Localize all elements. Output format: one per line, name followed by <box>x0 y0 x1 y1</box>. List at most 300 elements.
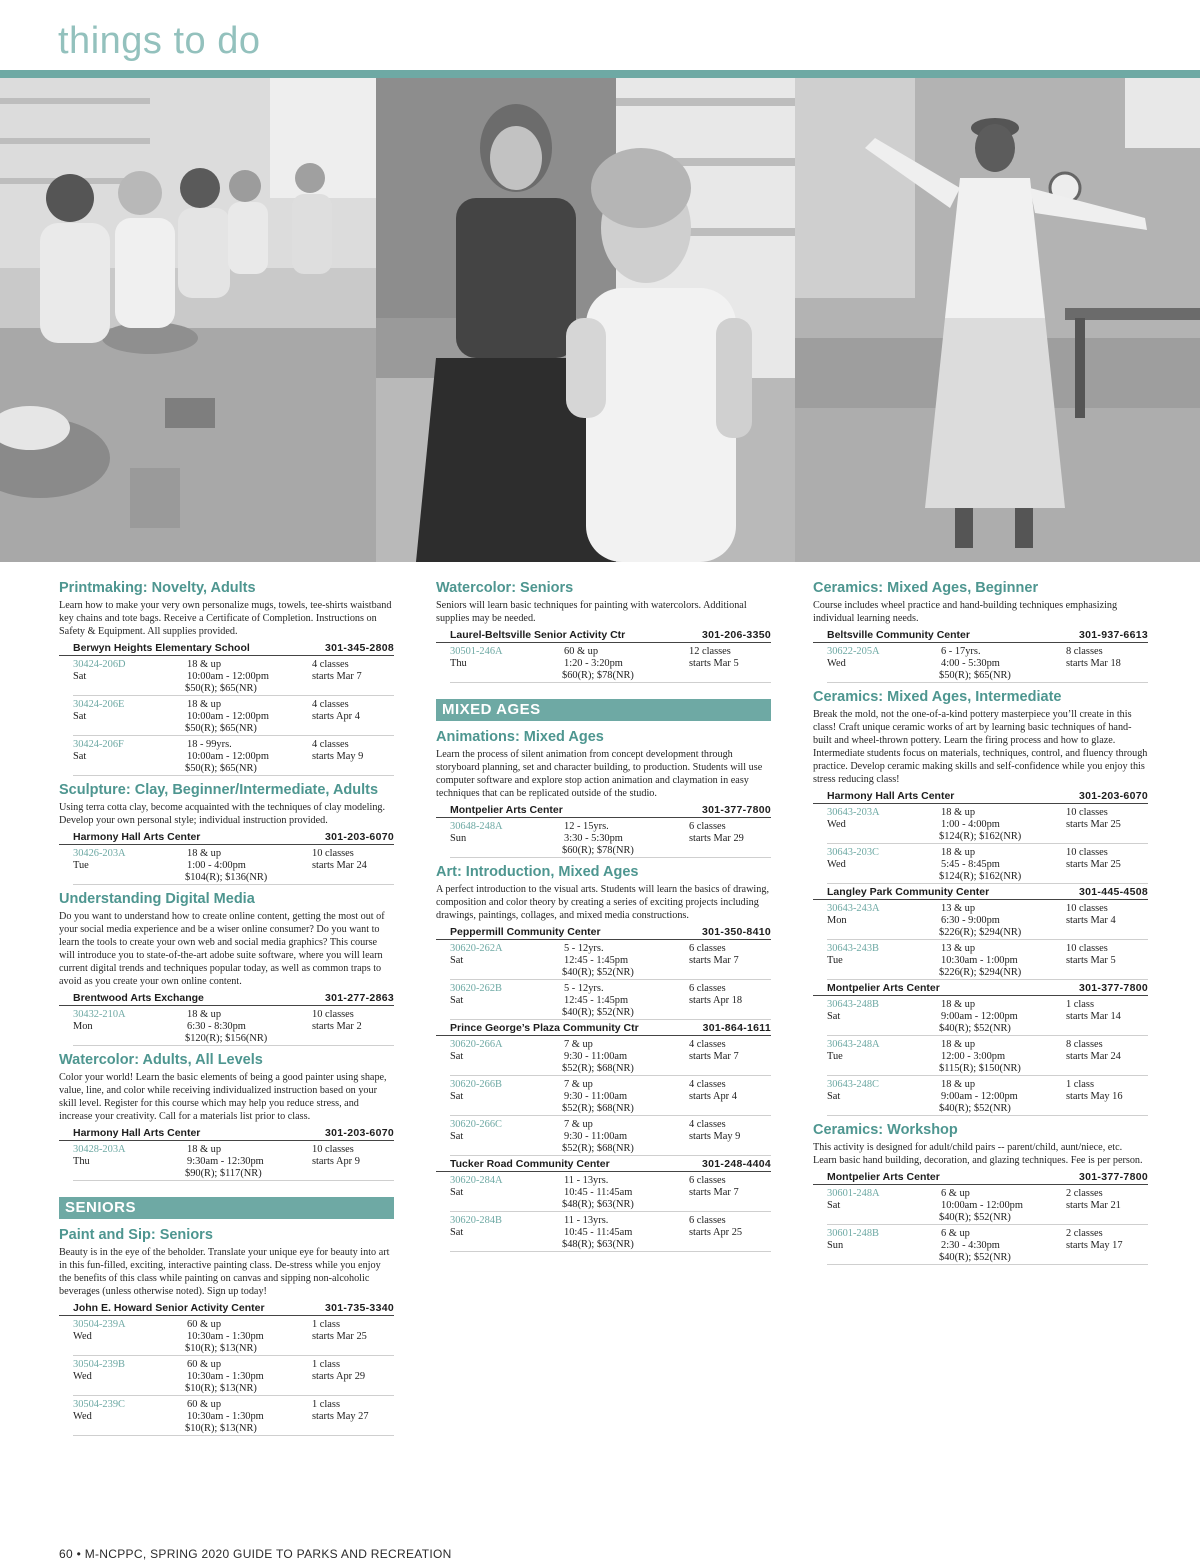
class-time: 10:00am - 12:00pm <box>187 751 269 762</box>
location-header <box>59 1302 394 1316</box>
class-fee: $115(R); $150(NR) <box>939 1063 1021 1074</box>
class-age: 18 & up <box>187 659 222 670</box>
class-time: 2:30 - 4:30pm <box>941 1240 1000 1251</box>
course-description: Break the mold, not the one-of-a-kind pottery masterpiece you’ll create in this class! Craft unique ceramic works of art by learning basic techniques of hand-built and wheel-thrown pottery. Learn the firing process and how to glaze. Intermediate students focus on materials, techniques, control, and fluency through practice. Develop ceramic making skills and self-confidence while you enjoy this stress reducing class! <box>813 709 1148 785</box>
class-fee: $60(R); $78(NR) <box>562 670 634 681</box>
class-count: 10 classes <box>1066 903 1108 914</box>
course-title: Paint and Sip: Seniors <box>59 1227 213 1243</box>
class-code: 30620-266C <box>450 1119 502 1130</box>
class-time: 9:00am - 12:00pm <box>941 1091 1018 1102</box>
class-fee: $40(R); $52(NR) <box>939 1212 1011 1223</box>
class-start: starts May 27 <box>312 1411 369 1422</box>
class-day: Tue <box>73 860 89 871</box>
class-row <box>827 1036 1148 1076</box>
class-time: 9:30 - 11:00am <box>564 1131 628 1142</box>
class-time: 9:30 - 11:00am <box>564 1051 628 1062</box>
class-age: 18 & up <box>941 1039 976 1050</box>
class-time: 10:30am - 1:30pm <box>187 1411 264 1422</box>
class-time: 1:00 - 4:00pm <box>187 860 246 871</box>
location-phone: 301-377-7800 <box>1079 982 1148 994</box>
class-fee: $90(R); $117(NR) <box>185 1168 262 1179</box>
location-phone: 301-248-4404 <box>702 1158 771 1170</box>
class-code: 30643-203A <box>827 807 880 818</box>
class-count: 4 classes <box>312 739 349 750</box>
class-age: 7 & up <box>564 1119 593 1130</box>
class-start: starts Mar 5 <box>1066 955 1116 966</box>
location-header <box>813 982 1148 996</box>
location-name: John E. Howard Senior Activity Center <box>73 1302 265 1314</box>
class-day: Sat <box>450 1227 464 1238</box>
location-name: Peppermill Community Center <box>450 926 601 938</box>
class-count: 10 classes <box>312 848 354 859</box>
class-code: 30601-248B <box>827 1228 879 1239</box>
location-phone: 301-377-7800 <box>702 804 771 816</box>
page-footer: 60 • M-NCPPC, SPRING 2020 GUIDE TO PARKS AND RECREATION <box>59 1547 452 1561</box>
class-day: Wed <box>827 859 846 870</box>
class-code: 30620-266B <box>450 1079 502 1090</box>
course-description: Using terra cotta clay, become acquainted with the techniques of clay modeling. Develop your own personal style; individual instruction provided. <box>59 802 386 826</box>
course-title: Ceramics: Mixed Ages, Intermediate <box>813 689 1062 705</box>
course-section <box>436 864 771 1252</box>
course-description: Do you want to understand how to create online content, getting the most out of your social media experience and be a wiser online consumer? Do you want to learn the tools to create your own web and social media graphics? This course will introduce you to state-of-the-art adobe suite software, where you will learn current digital trends and techniques popular today, as well as common traps to avoid as you create your own online content. <box>59 911 385 987</box>
location-name: Harmony Hall Arts Center <box>73 1127 201 1139</box>
location-name: Montpelier Arts Center <box>827 1171 940 1183</box>
class-age: 13 & up <box>941 943 976 954</box>
course-description: This activity is designed for adult/child pairs -- parent/child, aunt/niece, etc. Learn basic hand building, decoration, and glazing techniques. Fee is per person. <box>813 1142 1143 1166</box>
page-title: things to do <box>58 20 261 62</box>
class-day: Sat <box>73 711 87 722</box>
location-name: Prince George’s Plaza Community Ctr <box>450 1022 639 1034</box>
class-code: 30424-206D <box>73 659 126 670</box>
course-title: Ceramics: Workshop <box>813 1122 958 1138</box>
class-count: 2 classes <box>1066 1188 1103 1199</box>
class-start: starts Mar 4 <box>1066 915 1116 926</box>
class-time: 4:00 - 5:30pm <box>941 658 1000 669</box>
class-code: 30504-239B <box>73 1359 125 1370</box>
class-start: starts Mar 5 <box>689 658 739 669</box>
location-phone: 301-350-8410 <box>702 926 771 938</box>
class-count: 4 classes <box>689 1119 726 1130</box>
class-day: Sat <box>450 1131 464 1142</box>
photo-strip <box>0 78 1200 562</box>
location-name: Brentwood Arts Exchange <box>73 992 204 1004</box>
class-start: starts Mar 18 <box>1066 658 1121 669</box>
class-fee: $52(R); $68(NR) <box>562 1143 634 1154</box>
class-fee: $40(R); $52(NR) <box>939 1023 1011 1034</box>
class-age: 18 & up <box>187 699 222 710</box>
class-fee: $10(R); $13(NR) <box>185 1343 257 1354</box>
class-day: Sat <box>450 955 464 966</box>
class-age: 60 & up <box>187 1319 222 1330</box>
class-start: starts Apr 25 <box>689 1227 743 1238</box>
class-code: 30504-239A <box>73 1319 126 1330</box>
location-header <box>813 1171 1148 1185</box>
column-3 <box>813 580 1148 1271</box>
class-start: starts Mar 14 <box>1066 1011 1121 1022</box>
column-2 <box>436 580 771 1258</box>
class-count: 1 class <box>1066 1079 1094 1090</box>
location-phone: 301-203-6070 <box>325 831 394 843</box>
class-count: 8 classes <box>1066 646 1103 657</box>
class-count: 6 classes <box>689 821 726 832</box>
class-fee: $104(R); $136(NR) <box>185 872 268 883</box>
location-header <box>813 629 1148 643</box>
class-row <box>73 1141 394 1181</box>
class-time: 9:00am - 12:00pm <box>941 1011 1018 1022</box>
class-code: 30432-210A <box>73 1009 126 1020</box>
class-age: 60 & up <box>564 646 599 657</box>
class-age: 18 & up <box>941 807 976 818</box>
class-start: starts May 16 <box>1066 1091 1123 1102</box>
class-day: Sat <box>827 1091 841 1102</box>
class-time: 10:45 - 11:45am <box>564 1187 633 1198</box>
location-header <box>436 804 771 818</box>
class-count: 10 classes <box>312 1144 354 1155</box>
class-day: Wed <box>827 658 846 669</box>
class-day: Thu <box>450 658 467 669</box>
location-header <box>813 790 1148 804</box>
course-description: Course includes wheel practice and hand-building techniques emphasizing individual learning needs. <box>813 600 1118 624</box>
class-fee: $40(R); $52(NR) <box>939 1103 1011 1114</box>
class-code: 30620-266A <box>450 1039 503 1050</box>
class-day: Thu <box>73 1156 90 1167</box>
course-section <box>813 580 1148 683</box>
class-fee: $40(R); $52(NR) <box>562 1007 634 1018</box>
class-code: 30620-284B <box>450 1215 502 1226</box>
class-day: Sat <box>450 1051 464 1062</box>
class-start: starts Apr 9 <box>312 1156 360 1167</box>
class-start: starts Mar 24 <box>1066 1051 1121 1062</box>
course-section <box>436 580 771 683</box>
class-row <box>450 1036 771 1076</box>
class-time: 9:30am - 12:30pm <box>187 1156 264 1167</box>
class-fee: $40(R); $52(NR) <box>562 967 634 978</box>
class-code: 30601-248A <box>827 1188 880 1199</box>
class-time: 1:20 - 3:20pm <box>564 658 623 669</box>
class-code: 30643-248B <box>827 999 879 1010</box>
class-code: 30643-243A <box>827 903 880 914</box>
location-header <box>59 1127 394 1141</box>
location-header <box>813 886 1148 900</box>
class-fee: $120(R); $156(NR) <box>185 1033 268 1044</box>
class-age: 18 - 99yrs. <box>187 739 232 750</box>
class-code: 30428-203A <box>73 1144 126 1155</box>
course-section <box>59 1227 394 1436</box>
class-row <box>73 656 394 696</box>
location-name: Harmony Hall Arts Center <box>827 790 955 802</box>
class-age: 6 - 17yrs. <box>941 646 981 657</box>
location-phone: 301-937-6613 <box>1079 629 1148 641</box>
class-age: 5 - 12yrs. <box>564 983 604 994</box>
class-count: 4 classes <box>312 659 349 670</box>
class-age: 18 & up <box>941 847 976 858</box>
class-start: starts Mar 25 <box>1066 859 1121 870</box>
class-age: 13 & up <box>941 903 976 914</box>
class-fee: $50(R); $65(NR) <box>185 723 257 734</box>
class-count: 6 classes <box>689 943 726 954</box>
location-name: Beltsville Community Center <box>827 629 970 641</box>
class-age: 7 & up <box>564 1079 593 1090</box>
class-time: 6:30 - 8:30pm <box>187 1021 246 1032</box>
class-day: Wed <box>73 1331 92 1342</box>
course-title: Printmaking: Novelty, Adults <box>59 580 256 596</box>
class-start: starts Apr 18 <box>689 995 743 1006</box>
class-time: 10:30am - 1:30pm <box>187 1371 264 1382</box>
class-time: 12:45 - 1:45pm <box>564 955 629 966</box>
class-fee: $48(R); $63(NR) <box>562 1239 634 1250</box>
class-count: 1 class <box>312 1359 340 1370</box>
class-time: 9:30 - 11:00am <box>564 1091 628 1102</box>
class-row <box>73 736 394 776</box>
location-name: Laurel-Beltsville Senior Activity Ctr <box>450 629 626 641</box>
class-row <box>827 1185 1148 1225</box>
class-count: 6 classes <box>689 1175 726 1186</box>
class-start: starts Apr 29 <box>312 1371 366 1382</box>
course-title: Watercolor: Adults, All Levels <box>59 1052 263 1068</box>
class-code: 30643-203C <box>827 847 879 858</box>
class-code: 30643-248A <box>827 1039 880 1050</box>
class-fee: $10(R); $13(NR) <box>185 1423 257 1434</box>
location-name: Berwyn Heights Elementary School <box>73 642 250 654</box>
class-code: 30424-206F <box>73 739 124 750</box>
class-row <box>450 1172 771 1212</box>
class-fee: $226(R); $294(NR) <box>939 967 1022 978</box>
class-fee: $226(R); $294(NR) <box>939 927 1022 938</box>
class-count: 4 classes <box>689 1039 726 1050</box>
class-count: 4 classes <box>689 1079 726 1090</box>
class-row <box>450 643 771 683</box>
class-start: starts Mar 7 <box>689 1051 739 1062</box>
class-time: 10:00am - 12:00pm <box>187 671 269 682</box>
class-start: starts Apr 4 <box>689 1091 737 1102</box>
location-name: Harmony Hall Arts Center <box>73 831 201 843</box>
class-row <box>827 940 1148 980</box>
course-title: Watercolor: Seniors <box>436 580 574 596</box>
location-name: Tucker Road Community Center <box>450 1158 610 1170</box>
class-time: 10:30am - 1:00pm <box>941 955 1018 966</box>
course-section <box>813 689 1148 1116</box>
class-time: 5:45 - 8:45pm <box>941 859 1000 870</box>
location-name: Montpelier Arts Center <box>450 804 563 816</box>
class-day: Sat <box>450 1187 464 1198</box>
location-name: Montpelier Arts Center <box>827 982 940 994</box>
location-header <box>436 926 771 940</box>
class-age: 12 - 15yrs. <box>564 821 609 832</box>
class-fee: $124(R); $162(NR) <box>939 871 1022 882</box>
class-row <box>827 844 1148 884</box>
class-fee: $48(R); $63(NR) <box>562 1199 634 1210</box>
location-phone: 301-277-2863 <box>325 992 394 1004</box>
location-phone: 301-203-6070 <box>325 1127 394 1139</box>
class-row <box>73 1396 394 1436</box>
class-code: 30620-284A <box>450 1175 503 1186</box>
class-count: 8 classes <box>1066 1039 1103 1050</box>
class-day: Sun <box>827 1240 844 1251</box>
class-start: starts May 9 <box>312 751 364 762</box>
location-phone: 301-864-1611 <box>702 1022 771 1034</box>
location-phone: 301-735-3340 <box>325 1302 394 1314</box>
class-time: 10:00am - 12:00pm <box>941 1200 1023 1211</box>
location-phone: 301-377-7800 <box>1079 1171 1148 1183</box>
class-code: 30504-239C <box>73 1399 125 1410</box>
class-row <box>450 1212 771 1252</box>
class-day: Mon <box>827 915 847 926</box>
course-section <box>813 1122 1148 1265</box>
class-day: Wed <box>73 1411 92 1422</box>
class-day: Wed <box>827 819 846 830</box>
class-day: Mon <box>73 1021 93 1032</box>
location-header <box>436 1158 771 1172</box>
class-age: 18 & up <box>187 1009 222 1020</box>
class-start: starts Mar 7 <box>312 671 362 682</box>
class-row <box>73 696 394 736</box>
class-day: Sat <box>73 751 87 762</box>
column-1 <box>59 580 394 1442</box>
class-count: 10 classes <box>1066 807 1108 818</box>
class-time: 12:00 - 3:00pm <box>941 1051 1006 1062</box>
course-title: Ceramics: Mixed Ages, Beginner <box>813 580 1039 596</box>
class-age: 7 & up <box>564 1039 593 1050</box>
class-row <box>827 643 1148 683</box>
class-count: 1 class <box>312 1319 340 1330</box>
class-age: 5 - 12yrs. <box>564 943 604 954</box>
class-row <box>73 1006 394 1046</box>
class-day: Tue <box>827 1051 843 1062</box>
class-time: 6:30 - 9:00pm <box>941 915 1000 926</box>
course-section <box>59 782 394 885</box>
class-code: 30643-248C <box>827 1079 879 1090</box>
class-age: 6 & up <box>941 1228 970 1239</box>
class-day: Sat <box>450 995 464 1006</box>
performer-photo <box>795 78 1200 562</box>
class-count: 6 classes <box>689 983 726 994</box>
class-code: 30426-203A <box>73 848 126 859</box>
class-time: 1:00 - 4:00pm <box>941 819 1000 830</box>
course-title: Understanding Digital Media <box>59 891 255 907</box>
class-count: 1 class <box>1066 999 1094 1010</box>
location-header <box>436 629 771 643</box>
class-start: starts Mar 25 <box>312 1331 367 1342</box>
section-banner: SENIORS <box>59 1197 394 1219</box>
class-start: starts May 9 <box>689 1131 741 1142</box>
class-fee: $10(R); $13(NR) <box>185 1383 257 1394</box>
class-count: 10 classes <box>1066 943 1108 954</box>
class-time: 12:45 - 1:45pm <box>564 995 629 1006</box>
pottery-class-photo <box>0 78 376 562</box>
section-banner: MIXED AGES <box>436 699 771 721</box>
class-age: 6 & up <box>941 1188 970 1199</box>
class-age: 18 & up <box>187 1144 222 1155</box>
class-day: Sat <box>827 1200 841 1211</box>
class-row <box>827 1225 1148 1265</box>
course-section <box>59 580 394 776</box>
class-start: starts Mar 25 <box>1066 819 1121 830</box>
class-age: 11 - 13yrs. <box>564 1215 609 1226</box>
class-count: 10 classes <box>312 1009 354 1020</box>
class-code: 30643-243B <box>827 943 879 954</box>
class-day: Wed <box>73 1371 92 1382</box>
class-time: 10:30am - 1:30pm <box>187 1331 264 1342</box>
class-row <box>73 845 394 885</box>
course-description: Seniors will learn basic techniques for painting with watercolors. Additional supplies may be needed. <box>436 600 747 624</box>
class-start: starts Apr 4 <box>312 711 360 722</box>
class-day: Sat <box>450 1091 464 1102</box>
class-day: Sat <box>827 1011 841 1022</box>
location-name: Langley Park Community Center <box>827 886 990 898</box>
class-row <box>450 818 771 858</box>
class-day: Tue <box>827 955 843 966</box>
course-section <box>436 729 771 858</box>
class-count: 4 classes <box>312 699 349 710</box>
class-start: starts Mar 2 <box>312 1021 362 1032</box>
class-row <box>827 1076 1148 1116</box>
class-fee: $50(R); $65(NR) <box>939 670 1011 681</box>
class-age: 18 & up <box>941 1079 976 1090</box>
class-row <box>73 1356 394 1396</box>
class-time: 3:30 - 5:30pm <box>564 833 623 844</box>
class-row <box>450 980 771 1020</box>
class-fee: $60(R); $78(NR) <box>562 845 634 856</box>
girls-speaking-photo <box>376 78 795 562</box>
location-phone: 301-206-3350 <box>702 629 771 641</box>
class-fee: $40(R); $52(NR) <box>939 1252 1011 1263</box>
location-header <box>59 992 394 1006</box>
class-start: starts Mar 29 <box>689 833 744 844</box>
class-start: starts Mar 7 <box>689 1187 739 1198</box>
class-fee: $50(R); $65(NR) <box>185 763 257 774</box>
page-header <box>0 0 1200 78</box>
class-count: 6 classes <box>689 1215 726 1226</box>
class-row <box>827 804 1148 844</box>
location-phone: 301-203-6070 <box>1079 790 1148 802</box>
class-row <box>827 900 1148 940</box>
location-phone: 301-345-2808 <box>325 642 394 654</box>
class-time: 10:00am - 12:00pm <box>187 711 269 722</box>
class-start: starts May 17 <box>1066 1240 1123 1251</box>
course-description: Beauty is in the eye of the beholder. Translate your unique eye for beauty into art in this fun-filled, exciting, interactive painting class. De-stress while you enjoy the benefits of this class while painting on canvas and sipping non-alcoholic beverages (unless otherwise noted). Sign up today! <box>59 1247 390 1297</box>
class-fee: $50(R); $65(NR) <box>185 683 257 694</box>
class-time: 10:45 - 11:45am <box>564 1227 633 1238</box>
class-fee: $52(R); $68(NR) <box>562 1103 634 1114</box>
location-phone: 301-445-4508 <box>1079 886 1148 898</box>
location-header <box>59 831 394 845</box>
course-description: Learn how to make your very own personalize mugs, towels, tee-shirts waistband key chains and tote bags. Receive a Certificate of Completion. Instructions on Safety & Equipment. All supplies provided. <box>59 600 392 637</box>
class-count: 1 class <box>312 1399 340 1410</box>
course-section <box>59 1052 394 1181</box>
class-row <box>450 1116 771 1156</box>
location-header <box>59 642 394 656</box>
course-title: Sculpture: Clay, Beginner/Intermediate, Adults <box>59 782 379 798</box>
class-start: starts Mar 24 <box>312 860 367 871</box>
class-count: 2 classes <box>1066 1228 1103 1239</box>
course-description: Learn the process of silent animation from concept development through storyboard planning, set and character building, to production. Students will use computer software and explore stop action animation and claymation in easy techniques that can be replicated outside of the studio. <box>436 749 763 799</box>
class-fee: $124(R); $162(NR) <box>939 831 1022 842</box>
class-age: 18 & up <box>187 848 222 859</box>
class-age: 60 & up <box>187 1359 222 1370</box>
class-age: 18 & up <box>941 999 976 1010</box>
class-code: 30648-248A <box>450 821 503 832</box>
class-day: Sun <box>450 833 467 844</box>
course-title: Art: Introduction, Mixed Ages <box>436 864 639 880</box>
course-section <box>59 891 394 1046</box>
class-start: starts Mar 7 <box>689 955 739 966</box>
class-row <box>73 1316 394 1356</box>
class-start: starts Mar 21 <box>1066 1200 1121 1211</box>
class-age: 60 & up <box>187 1399 222 1410</box>
class-row <box>450 940 771 980</box>
course-title: Animations: Mixed Ages <box>436 729 604 745</box>
course-description: A perfect introduction to the visual arts. Students will learn the basics of drawing, composition and color theory by creating a series of exciting projects including drawings, paintings, collages, and mixed media constructions. <box>436 884 769 921</box>
